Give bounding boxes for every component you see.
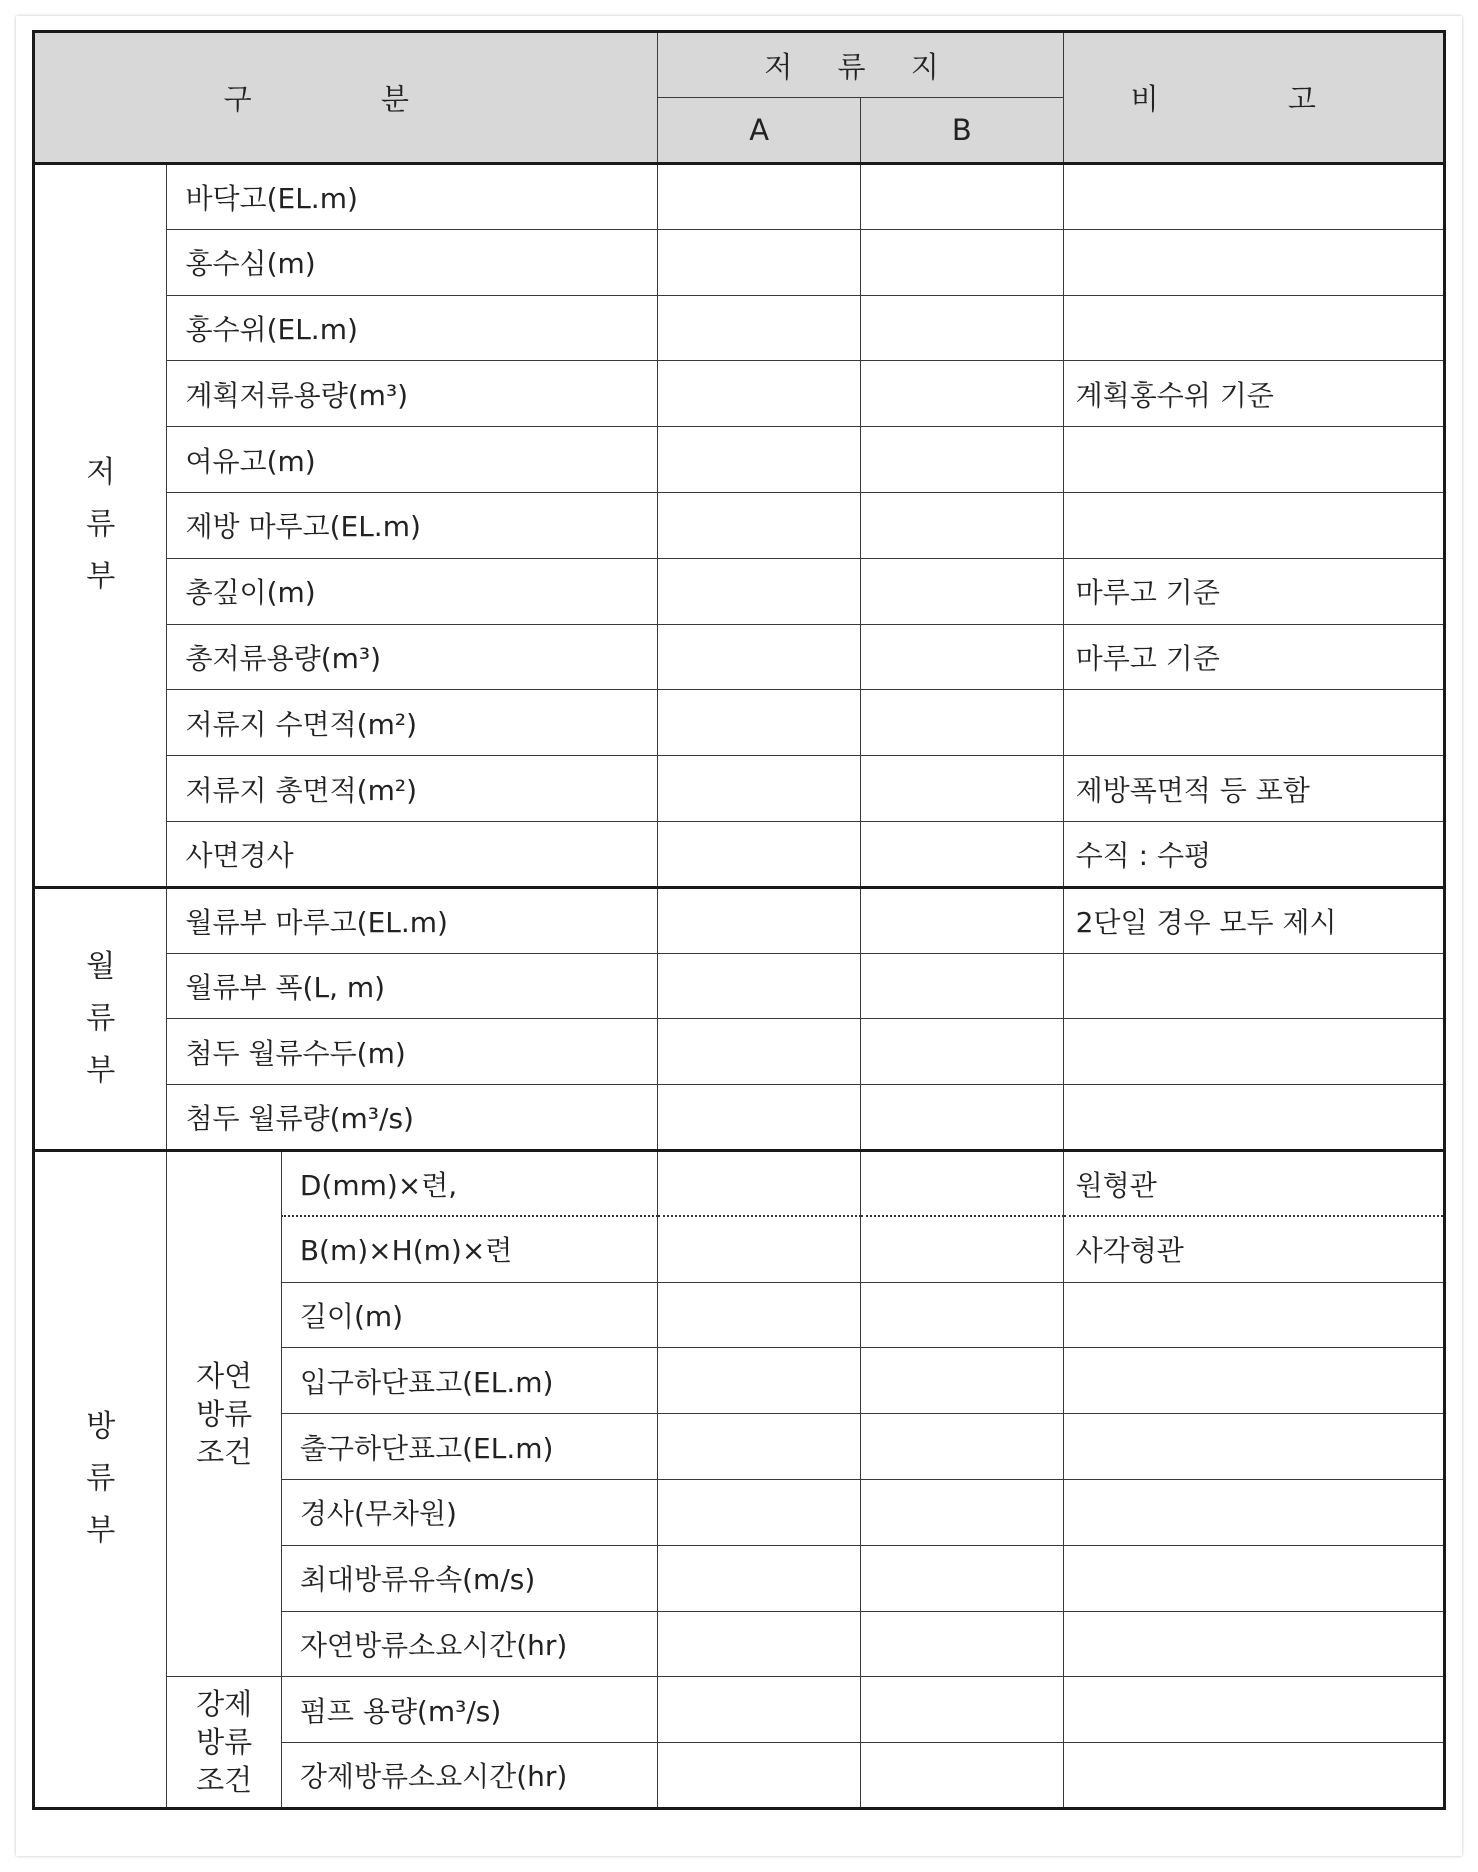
- value-b-cell: [861, 1019, 1064, 1085]
- remark-cell: [1063, 1348, 1444, 1414]
- reservoir-spec-table: [32, 30, 1446, 1810]
- group-label-char: 류: [86, 1000, 116, 1036]
- subgroup-forced: [167, 1677, 281, 1809]
- item-label: B(m)×H(m)×련: [281, 1216, 658, 1282]
- table-row: [34, 953, 1445, 1019]
- value-b-cell: [861, 1282, 1064, 1348]
- value-a-cell: [658, 1611, 861, 1677]
- value-b-cell: [861, 1545, 1064, 1611]
- table-row: [34, 361, 1445, 427]
- value-b-cell: [861, 361, 1064, 427]
- header-reservoir: 저 류 지: [658, 32, 1063, 98]
- group-label-char: 부: [86, 1513, 116, 1549]
- subgroup-label-line: 자연: [196, 1359, 253, 1394]
- remark-cell: [1063, 690, 1444, 756]
- subgroup-label-line: 방류: [196, 1725, 253, 1760]
- remark-cell: [1063, 1479, 1444, 1545]
- value-a-cell: [658, 1348, 861, 1414]
- value-b-cell: [861, 1743, 1064, 1809]
- value-a-cell: [658, 1479, 861, 1545]
- value-a-cell: [658, 558, 861, 624]
- table-row: [34, 229, 1445, 295]
- table-row: [34, 887, 1445, 953]
- remark-cell: 제방폭면적 등 포함: [1063, 756, 1444, 822]
- value-b-cell: [861, 690, 1064, 756]
- value-a-cell: [658, 1677, 861, 1743]
- group-storage: [34, 164, 167, 888]
- header-remarks: 비 고: [1063, 32, 1444, 164]
- value-a-cell: [658, 361, 861, 427]
- remark-cell: [1063, 492, 1444, 558]
- value-a-cell: [658, 295, 861, 361]
- remark-cell: [1063, 1414, 1444, 1480]
- table-row: [34, 1677, 1445, 1743]
- remark-cell: 마루고 기준: [1063, 624, 1444, 690]
- value-b-cell: [861, 1677, 1064, 1743]
- value-b-cell: [861, 427, 1064, 493]
- item-label: 첨두 월류수두(m): [167, 1019, 658, 1085]
- item-label: 첨두 월류량(m³/s): [167, 1085, 658, 1151]
- subgroup-label-line: 방류: [196, 1397, 253, 1432]
- value-a-cell: [658, 1414, 861, 1480]
- group-label-char: 부: [86, 1052, 116, 1088]
- item-label: 저류지 총면적(m²): [167, 756, 658, 822]
- item-label: 총깊이(m): [167, 558, 658, 624]
- item-label: 펌프 용량(m³/s): [281, 1677, 658, 1743]
- remark-cell: [1063, 1085, 1444, 1151]
- remark-cell: 사각형관: [1063, 1216, 1444, 1282]
- item-label: 저류지 수면적(m²): [167, 690, 658, 756]
- item-label: 총저류용량(m³): [167, 624, 658, 690]
- remark-cell: [1063, 1611, 1444, 1677]
- item-label: 입구하단표고(EL.m): [281, 1348, 658, 1414]
- group-label-char: 부: [86, 559, 116, 595]
- subgroup-label-line: 강제: [196, 1687, 253, 1722]
- value-b-cell: [861, 1216, 1064, 1282]
- value-a-cell: [658, 1019, 861, 1085]
- value-a-cell: [658, 1085, 861, 1151]
- remark-cell: 계획홍수위 기준: [1063, 361, 1444, 427]
- value-b-cell: [861, 887, 1064, 953]
- remark-cell: [1063, 953, 1444, 1019]
- value-b-cell: [861, 821, 1064, 887]
- value-a-cell: [658, 1743, 861, 1809]
- table-body: [34, 164, 1445, 1809]
- value-a-cell: [658, 427, 861, 493]
- item-label: 최대방류유속(m/s): [281, 1545, 658, 1611]
- item-label: 경사(무차원): [281, 1479, 658, 1545]
- group-label-char: 월: [86, 948, 116, 984]
- remark-cell: [1063, 164, 1444, 230]
- value-a-cell: [658, 1282, 861, 1348]
- table-row: [34, 1019, 1445, 1085]
- item-label: 길이(m): [281, 1282, 658, 1348]
- item-label: 계획저류용량(m³): [167, 361, 658, 427]
- value-a-cell: [658, 690, 861, 756]
- value-a-cell: [658, 887, 861, 953]
- value-b-cell: [861, 756, 1064, 822]
- remark-cell: 2단일 경우 모두 제시: [1063, 887, 1444, 953]
- item-label: 월류부 폭(L, m): [167, 953, 658, 1019]
- item-label: 바닥고(EL.m): [167, 164, 658, 230]
- group-label-char: 류: [86, 1461, 116, 1497]
- value-a-cell: [658, 756, 861, 822]
- group-label-char: 류: [86, 507, 116, 543]
- item-label: 출구하단표고(EL.m): [281, 1414, 658, 1480]
- value-b-cell: [861, 492, 1064, 558]
- value-b-cell: [861, 1348, 1064, 1414]
- value-b-cell: [861, 624, 1064, 690]
- subgroup-natural: [167, 1150, 281, 1676]
- value-b-cell: [861, 229, 1064, 295]
- value-b-cell: [861, 1085, 1064, 1151]
- value-b-cell: [861, 1611, 1064, 1677]
- value-b-cell: [861, 953, 1064, 1019]
- value-a-cell: [658, 164, 861, 230]
- item-label: 사면경사: [167, 821, 658, 887]
- item-label: 홍수심(m): [167, 229, 658, 295]
- remark-cell: [1063, 1743, 1444, 1809]
- table-row: [34, 558, 1445, 624]
- remark-cell: 마루고 기준: [1063, 558, 1444, 624]
- remark-cell: [1063, 1545, 1444, 1611]
- value-b-cell: [861, 295, 1064, 361]
- table-row: [34, 492, 1445, 558]
- remark-cell: [1063, 229, 1444, 295]
- item-label: 월류부 마루고(EL.m): [167, 887, 658, 953]
- table-row: [34, 756, 1445, 822]
- value-b-cell: [861, 558, 1064, 624]
- value-a-cell: [658, 1216, 861, 1282]
- remark-cell: 원형관: [1063, 1150, 1444, 1216]
- remark-cell: [1063, 1019, 1444, 1085]
- remark-cell: [1063, 295, 1444, 361]
- item-label: 홍수위(EL.m): [167, 295, 658, 361]
- header-col-b: B: [861, 98, 1064, 164]
- table-row: [34, 624, 1445, 690]
- value-a-cell: [658, 821, 861, 887]
- table-row: [34, 164, 1445, 230]
- item-label: 자연방류소요시간(hr): [281, 1611, 658, 1677]
- subgroup-label-line: 조건: [196, 1763, 253, 1798]
- table-row: [34, 295, 1445, 361]
- value-a-cell: [658, 1545, 861, 1611]
- value-b-cell: [861, 164, 1064, 230]
- table-row: [34, 1085, 1445, 1151]
- item-label: 여유고(m): [167, 427, 658, 493]
- item-label: 강제방류소요시간(hr): [281, 1743, 658, 1809]
- subgroup-label-line: 조건: [196, 1435, 253, 1470]
- remark-cell: [1063, 427, 1444, 493]
- value-b-cell: [861, 1479, 1064, 1545]
- group-label-char: 저: [86, 455, 116, 491]
- table-row: [34, 427, 1445, 493]
- table-row: [34, 1150, 1445, 1216]
- table-row: [34, 690, 1445, 756]
- group-overflow: [34, 887, 167, 1150]
- header-category: 구 분: [34, 32, 658, 164]
- remark-cell: [1063, 1677, 1444, 1743]
- group-discharge: [34, 1150, 167, 1808]
- remark-cell: [1063, 1282, 1444, 1348]
- table-row: [34, 821, 1445, 887]
- value-b-cell: [861, 1414, 1064, 1480]
- value-a-cell: [658, 953, 861, 1019]
- header-col-a: A: [658, 98, 861, 164]
- value-a-cell: [658, 1150, 861, 1216]
- value-a-cell: [658, 229, 861, 295]
- value-a-cell: [658, 624, 861, 690]
- item-label: D(mm)×련,: [281, 1150, 658, 1216]
- value-b-cell: [861, 1150, 1064, 1216]
- remark-cell: 수직 : 수평: [1063, 821, 1444, 887]
- item-label: 제방 마루고(EL.m): [167, 492, 658, 558]
- value-a-cell: [658, 492, 861, 558]
- group-label-char: 방: [86, 1409, 116, 1445]
